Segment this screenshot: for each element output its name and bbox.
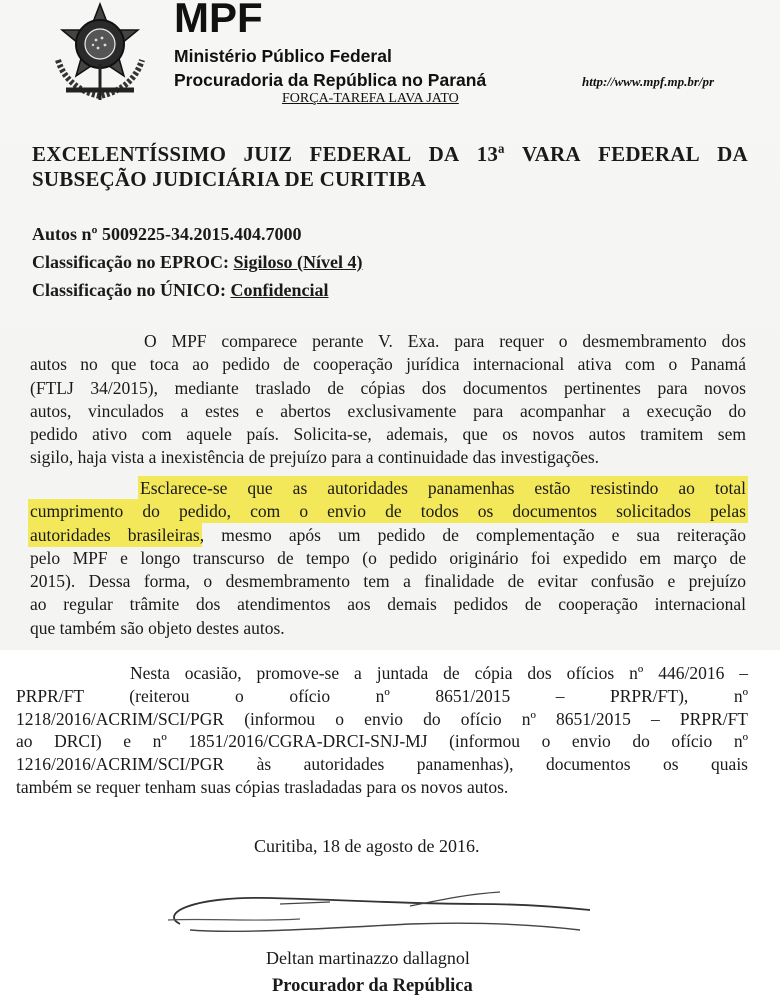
addressee (32, 142, 748, 192)
paragraph-line: também se requer tenham suas cópias trasladadas para os novos autos. (16, 776, 509, 797)
paragraph-line (30, 524, 746, 547)
paragraph-line: pelo MPF e longo transcurso de tempo (o pedido originário foi expedido em março de (30, 547, 746, 568)
eproc-classification (32, 252, 363, 273)
paragraph-line: autos, vinculados a estes e abertos exclusivamente para acompanhar a execução do (30, 400, 746, 421)
unico-classification (32, 280, 329, 301)
paragraph-line: O MPF comparece perante V. Exa. para requer o desmembramento dos (144, 331, 746, 351)
paragraph-annex (16, 662, 748, 799)
header-ministry: Ministério Público Federal (174, 46, 392, 66)
signer-name: Deltan martinazzo dallagnol (266, 948, 470, 968)
place-and-date: Curitiba, 18 de agosto de 2016. (254, 836, 480, 856)
unico-value: Confidencial (230, 280, 329, 300)
paragraph-line: Nesta ocasião, promove-se a juntada de cópia dos ofícios nº 446/2016 – (130, 663, 748, 683)
paragraph-line: 1218/2016/ACRIM/SCI/PGR (informou o envio do ofício nº 8651/2015 – PRPR/FT (16, 708, 748, 729)
mpf-logo: MPF (174, 0, 263, 41)
paragraph-line: (FTLJ 34/2015), mediante traslado de cópias dos documentos pertinentes para novos (30, 377, 746, 398)
eproc-value: Sigiloso (Nível 4) (233, 252, 363, 272)
addressee-word: FEDERAL (309, 142, 412, 166)
paragraph-line: 2015). Dessa forma, o desmembramento tem a finalidade de evitar confusão e prejuízo (30, 571, 746, 592)
header-task-force: FORÇA-TAREFA LAVA JATO (282, 91, 459, 106)
addressee-word: VARA (521, 142, 581, 166)
autos-number: Autos nº 5009225-34.2015.404.7000 (32, 224, 302, 244)
addressee-word: 13ª (476, 142, 505, 166)
paragraph-line: autos no que toca ao pedido de cooperação jurídica internacional ativa com o Panamá (30, 354, 746, 375)
addressee-word: JUIZ (243, 142, 293, 166)
unico-label: Classificação no ÚNICO: (32, 280, 226, 300)
addressee-word: DA (428, 142, 460, 166)
paragraph-clarification (30, 477, 746, 640)
addressee-line1 (32, 142, 748, 167)
paragraph-line: ao regular trâmite dos atendimentos aos demais pedidos de cooperação internacional (30, 594, 746, 615)
addressee-word: DA (717, 142, 748, 166)
paragraph-line: que também são objeto destes autos. (30, 617, 285, 638)
addressee-line2: SUBSEÇÃO JUDICIÁRIA DE CURITIBA (32, 167, 427, 191)
coat-of-arms-seal (44, 0, 156, 106)
paragraph-line: pedido ativo com aquele país. Solicita-se, ademais, que os novos autos tramitem sem (30, 424, 746, 445)
highlighted-text: Esclarece-se que as autoridades panamenhas estão resistindo ao total (140, 478, 746, 498)
paragraph-line (30, 500, 746, 523)
paragraph-line: ao DRCI) e nº 1851/2016/CGRA-DRCI-SNJ-MJ (informou o envio do ofício nº (16, 731, 748, 752)
paragraph-request (30, 330, 746, 470)
paragraph-text: , mesmo após um pedido de complementação e sua reiteração (199, 524, 746, 545)
paragraph-line: sigilo, haja vista a inexistência de prejuízo para a continuidade das investigações. (30, 447, 600, 468)
header-procuradoria: Procuradoria da República no Paraná (174, 70, 487, 90)
highlighted-text: autoridades brasileiras (30, 524, 200, 545)
header-url: http://www.mpf.mp.br/pr (582, 74, 715, 89)
paragraph-line: 1216/2016/ACRIM/SCI/PGR às autoridades panamenhas), documentos os quais (16, 754, 748, 775)
addressee-word: EXCELENTÍSSIMO (32, 142, 227, 166)
highlighted-text: cumprimento do pedido, com o envio de todos os documentos solicitados pelas (30, 501, 746, 522)
addressee-word: FEDERAL (598, 142, 700, 166)
paragraph-line: PRPR/FT (reiterou o ofício nº 8651/2015 – PRPR/FT), nº (16, 685, 748, 706)
eproc-label: Classificação no EPROC: (32, 252, 229, 272)
paragraph-line (30, 477, 746, 500)
signer-role: Procurador da República (272, 976, 473, 996)
handwritten-signature (150, 874, 620, 954)
